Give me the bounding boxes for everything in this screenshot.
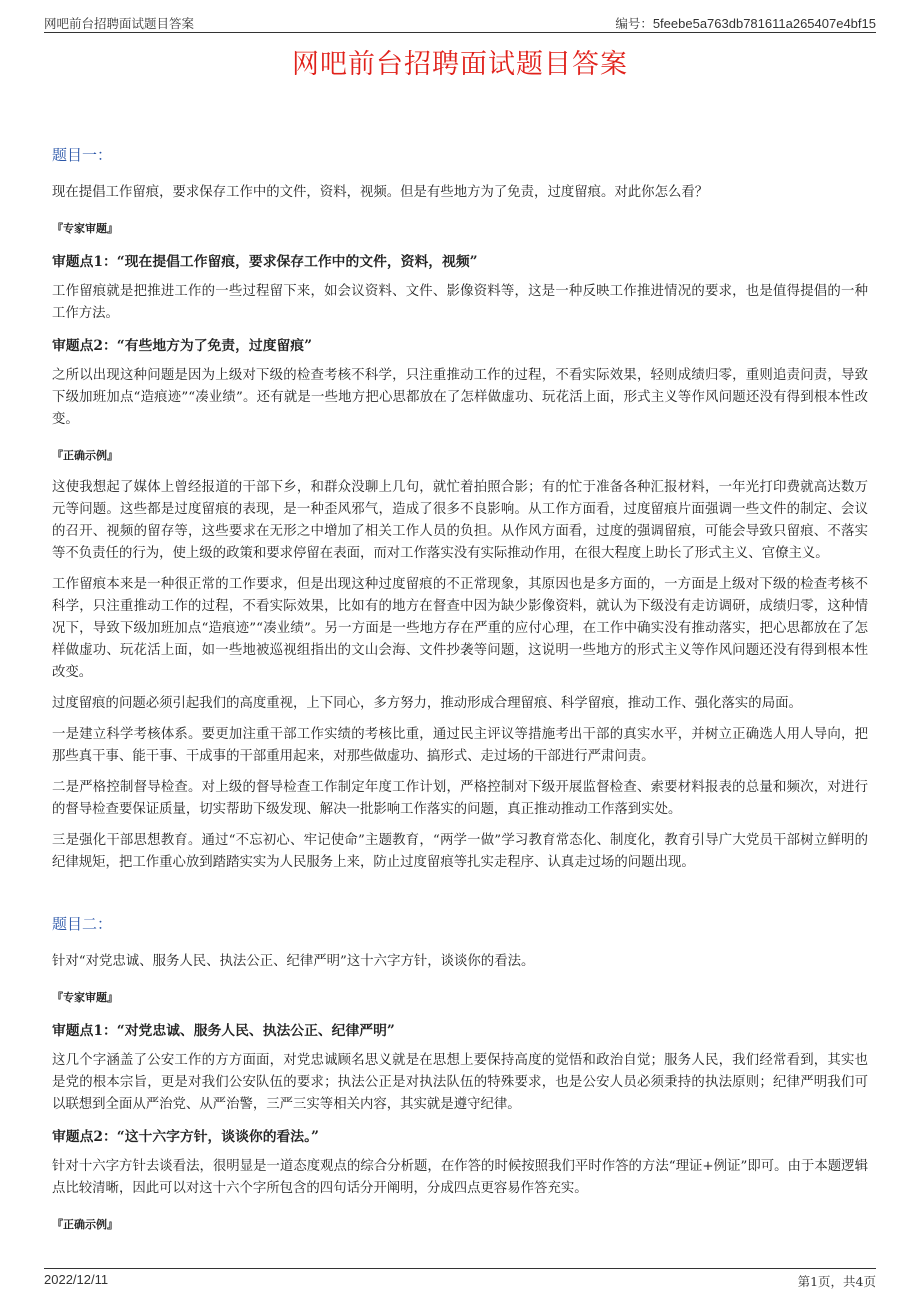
footer-date: 2022/12/11 [44, 1272, 109, 1287]
page-header [44, 12, 876, 33]
header-doc-code [615, 14, 876, 32]
footer-page-number: 第1页，共4页 [797, 1274, 876, 1289]
q1-answer-paragraph: 工作留痕本来是一种很正常的工作要求，但是出现这种过度留痕的不正常现象，其原因也是多方面的，一方面是上级对下级的检查考核不科学，只注重推动工作的过程，不看实际效果，比如有的地方在督查中因为缺少影像资料，就认为下级没有走访调研，成绩归零，这种情况下，导致下级加班加点“造痕迹”“凑业绩”。另一方面是一些地方存在严重的应付心理，在工作中确实没有推动落实，把心思都放在了怎样做虚功、玩花活上面，如一些地被巡视组指出的文山会海、文件抄袭等问题，这说明一些地方的形式主义等作风问题还没有得到根本性改变。 [52, 577, 868, 680]
q1-point-2-title: 审题点2：“有些地方为了免责，过度留痕” [52, 338, 313, 354]
header-code-value: 5feebe5a763db781611a265407e4bf15 [652, 16, 876, 31]
document-title: 网吧前台招聘面试题目答案 [292, 49, 628, 80]
q2-point-2-title: 审题点2：“这十六字方针，谈谈你的看法。” [52, 1129, 319, 1145]
q1-answer-paragraph: 过度留痕的问题必须引起我们的高度重视，上下同心，多方努力，推动形成合理留痕、科学留痕，推动工作、强化落实的局面。 [52, 696, 802, 711]
document-body [52, 144, 868, 1246]
question-2-heading: 题目二： [52, 915, 113, 933]
question-1-heading: 题目一： [52, 146, 113, 164]
page-footer [44, 1268, 876, 1289]
q2-point-2-text: 针对十六字方针去谈看法，很明显是一道态度观点的综合分析题，在作答的时候按照我们平时作答的方法“理证+例证”即可。由于本题逻辑点比较清晰，因此可以对这十六个字所包含的四句话分开阐明，分成四点更容易作答充实。 [52, 1159, 868, 1196]
header-doc-name: 网吧前台招聘面试题目答案 [44, 16, 195, 31]
q2-point-1-text: 这几个字涵盖了公安工作的方方面面，对党忠诚顾名思义就是在思想上要保持高度的觉悟和政治自觉；服务人民，我们经常看到，其实也是党的根本宗旨，更是对我们公安队伍的要求；执法公正是对执法队伍的特殊要求，也是公安人员必须秉持的执法原则；纪律严明我们可以联想到全面从严治党、从严治警，三严三实等相关内容，其实就是遵守纪律。 [52, 1053, 868, 1112]
q1-point-2-text: 之所以出现这种问题是因为上级对下级的检查考核不科学，只注重推动工作的过程，不看实际效果，轻则成绩归零，重则追责问责，导致下级加班加点“造痕迹”“凑业绩”。还有就是一些地方把心思都放在了怎样做虚功、玩花活上面，形式主义等作风问题还没有得到根本性改变。 [52, 368, 868, 427]
expert-review-tag: 『专家审题』 [52, 991, 118, 1004]
q1-answer-paragraph: 三是强化干部思想教育。通过“不忘初心、牢记使命”主题教育，“两学一做”学习教育常态化、制度化，教育引导广大党员干部树立鲜明的纪律规矩，把工作重心放到踏踏实实为人民服务上来，防止过度留痕等扎实走程序、认真走过场的问题出现。 [52, 833, 868, 870]
q1-point-1-text: 工作留痕就是把推进工作的一些过程留下来，如会议资料、文件、影像资料等，这是一种反映工作推进情况的要求，也是值得提倡的一种工作方法。 [52, 284, 868, 321]
q1-answer-paragraph: 一是建立科学考核体系。要更加注重干部工作实绩的考核比重，通过民主评议等措施考出干部的真实水平，并树立正确选人用人导向，把那些真干事、能干事、干成事的干部重用起来，对那些做虚功、搞形式、走过场的干部进行严肃问责。 [52, 727, 868, 764]
question-2-text: 针对“对党忠诚、服务人民、执法公正、纪律严明”这十六字方针，谈谈你的看法。 [52, 954, 535, 969]
question-1-text: 现在提倡工作留痕，要求保存工作中的文件，资料，视频。但是有些地方为了免责，过度留痕。对此你怎么看？ [52, 185, 709, 200]
q1-answer-paragraph: 这使我想起了媒体上曾经报道的干部下乡，和群众没聊上几句，就忙着拍照合影；有的忙于准备各种汇报材料，一年光打印费就高达数万元等问题。这些都是过度留痕的表现，是一种歪风邪气，造成了很多不良影响。从工作方面看，过度留痕片面强调一些文件的制定、会议的召开、视频的留存等，这些要求在无形之中增加了相关工作人员的负担。从作风方面看，过度的强调留痕，可能会导致只留痕、不落实等不负责任的行为，使上级的政策和要求停留在表面，而对工作落实没有实际推动作用，在很大程度上助长了形式主义、官僚主义。 [52, 480, 868, 561]
q1-answer-paragraph: 二是严格控制督导检查。对上级的督导检查工作制定年度工作计划，严格控制对下级开展监督检查、索要材料报表的总量和频次，对进行的督导检查要保证质量，切实帮助下级发现、解决一批影响工作落实的问题，真正推动推动工作落到实处。 [52, 780, 868, 817]
q1-point-1-title: 审题点1：“现在提倡工作留痕，要求保存工作中的文件，资料，视频” [52, 254, 478, 270]
correct-example-tag: 『正确示例』 [52, 1218, 118, 1231]
correct-example-tag: 『正确示例』 [52, 449, 118, 462]
q2-point-1-title: 审题点1：“对党忠诚、服务人民、执法公正、纪律严明” [52, 1023, 395, 1039]
expert-review-tag: 『专家审题』 [52, 222, 118, 235]
header-code-label: 编号： [615, 16, 653, 31]
